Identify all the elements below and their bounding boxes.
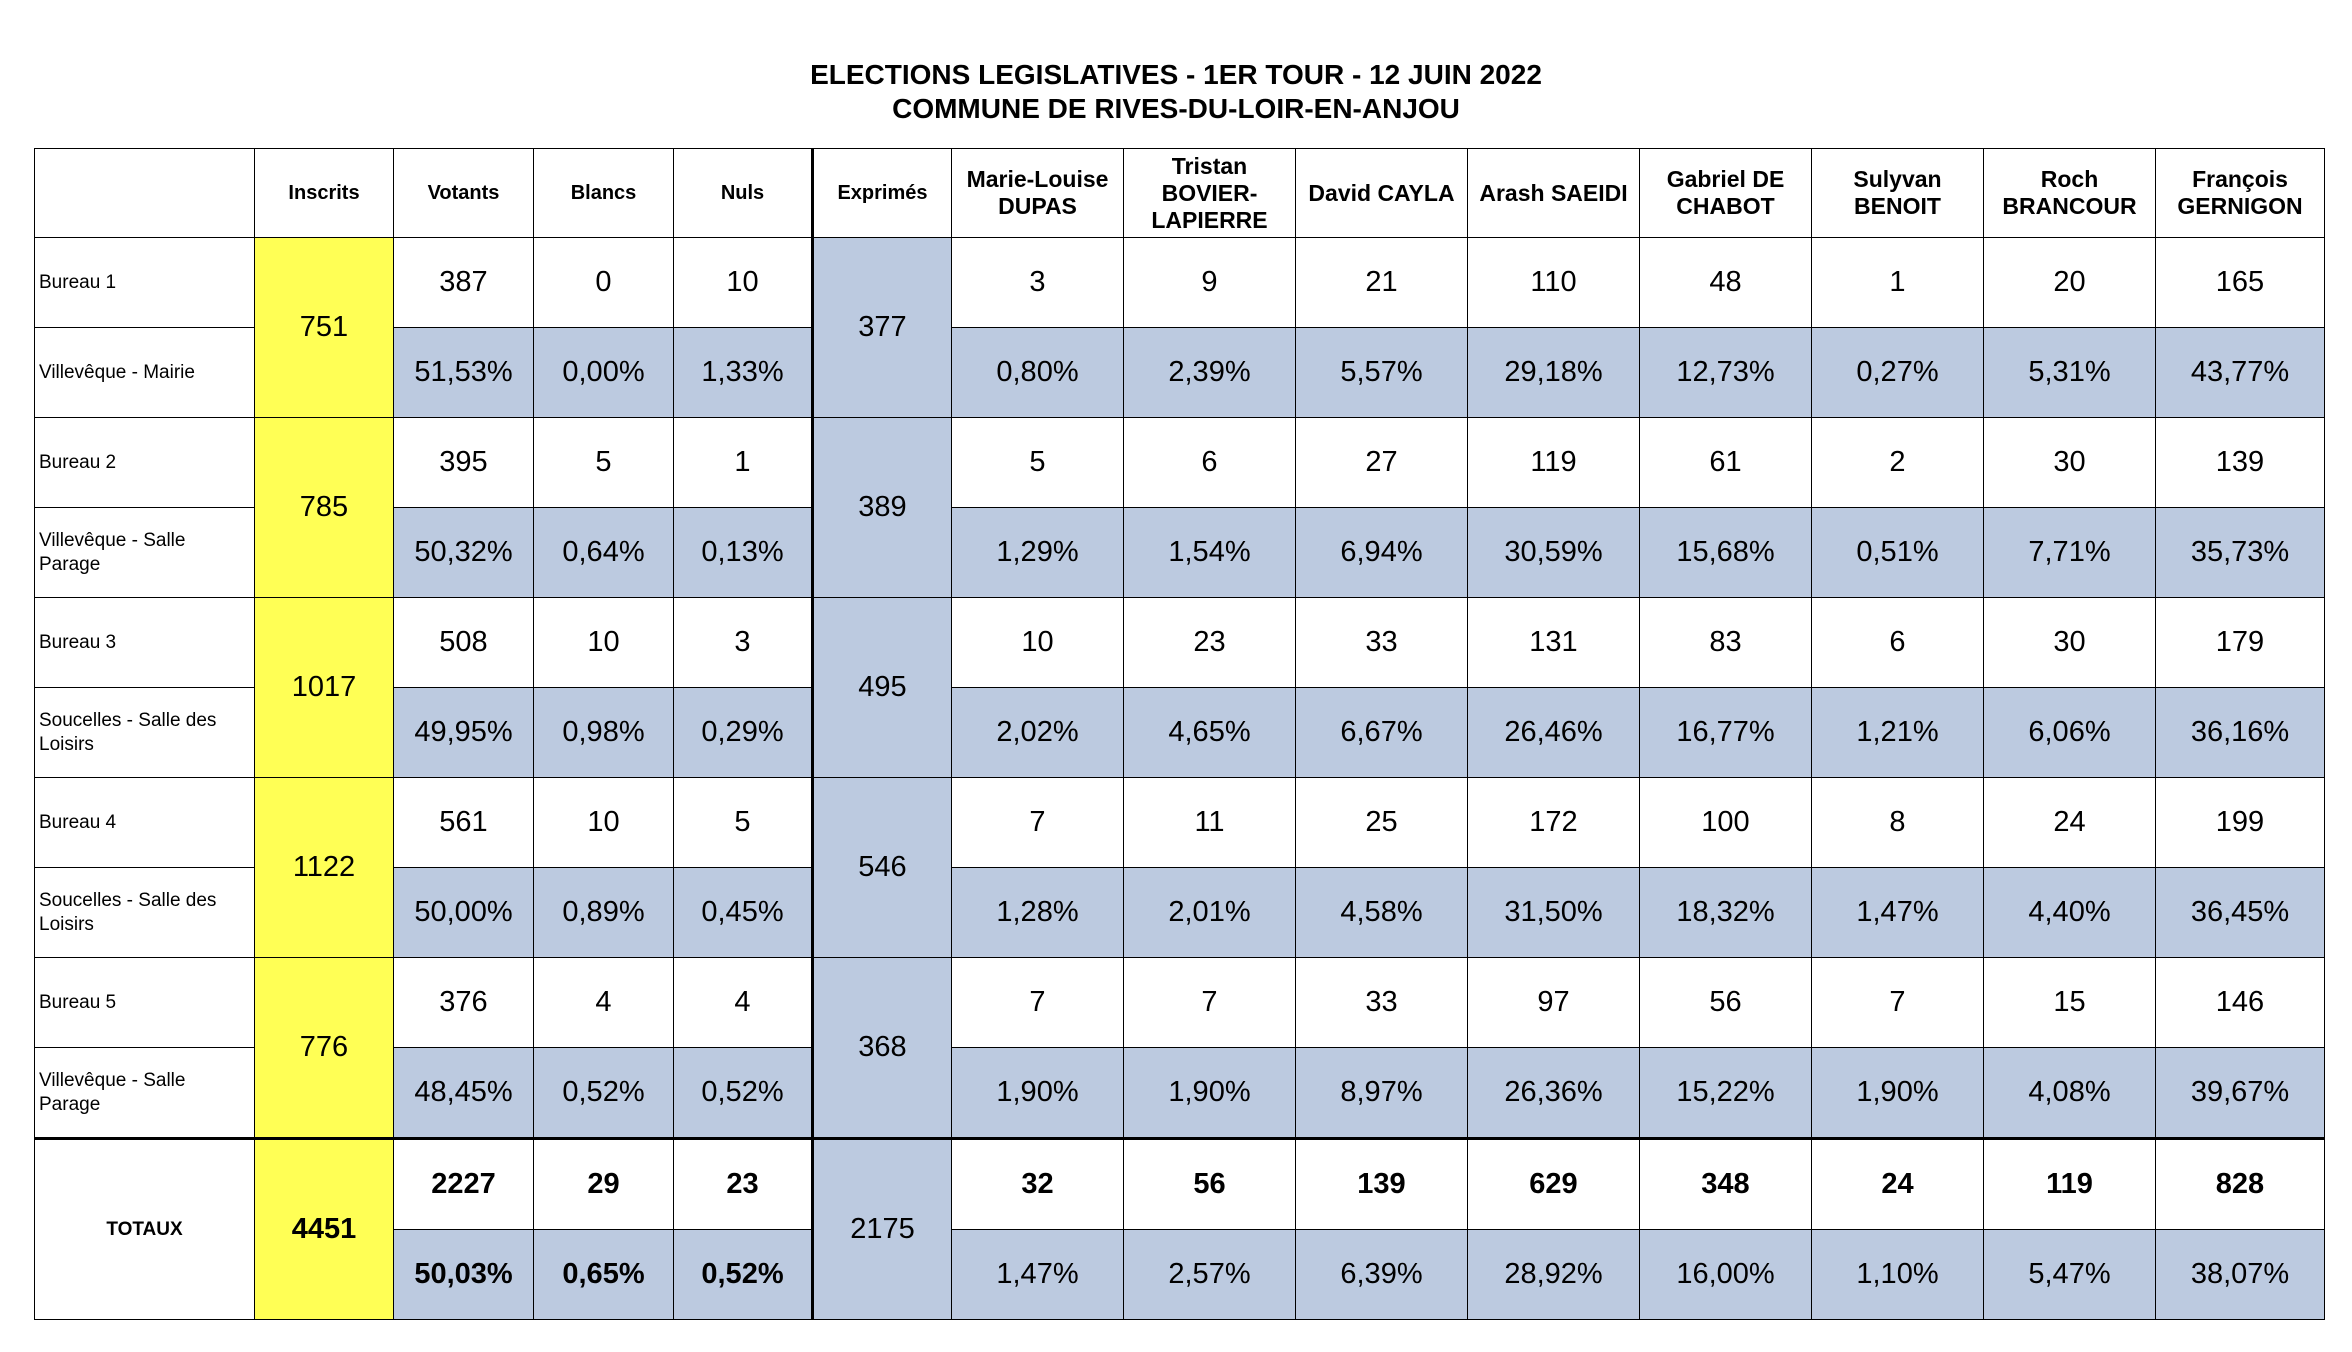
- candidate-name-line: BRANCOUR: [2002, 193, 2137, 219]
- candidate-count-cell: 24: [1984, 778, 2156, 868]
- candidate-percent-cell: 4,58%: [1296, 868, 1468, 958]
- candidate-percent-cell: 5,47%: [1984, 1230, 2156, 1320]
- header-inscrits: Inscrits: [255, 149, 394, 238]
- candidate-count-cell: 23: [1124, 598, 1296, 688]
- candidate-percent-cell: 31,50%: [1468, 868, 1640, 958]
- candidate-count-cell: 179: [2156, 598, 2325, 688]
- count-cell: 508: [394, 598, 534, 688]
- candidate-count-cell: 2: [1812, 418, 1984, 508]
- candidate-name-line: Arash SAEIDI: [1479, 179, 1628, 206]
- header-candidate: [1124, 149, 1296, 238]
- candidate-count-cell: 146: [2156, 958, 2325, 1048]
- candidate-name-line: DUPAS: [998, 193, 1077, 219]
- candidate-percent-cell: 4,08%: [1984, 1048, 2156, 1139]
- count-cell: 4: [534, 958, 674, 1048]
- header-candidate: [2156, 149, 2325, 238]
- candidate-name-line: LAPIERRE: [1151, 206, 1268, 233]
- bureau-location: [35, 868, 255, 958]
- candidate-name-line: CHABOT: [1676, 193, 1775, 219]
- header-candidate: [1640, 149, 1812, 238]
- candidate-count-cell: 131: [1468, 598, 1640, 688]
- candidate-name-line: BOVIER-: [1161, 179, 1258, 206]
- candidate-count-cell: 33: [1296, 598, 1468, 688]
- candidate-count-cell: 348: [1640, 1139, 1812, 1230]
- candidate-percent-cell: 2,01%: [1124, 868, 1296, 958]
- count-cell: 1: [674, 418, 813, 508]
- bureau-name: Bureau 1: [35, 238, 255, 328]
- location-line: Villevêque - Salle: [39, 529, 186, 551]
- candidate-count-cell: 172: [1468, 778, 1640, 868]
- candidate-count-cell: 20: [1984, 238, 2156, 328]
- percent-cell: 51,53%: [394, 328, 534, 418]
- count-cell: 561: [394, 778, 534, 868]
- candidate-name-line: Marie-Louise: [966, 166, 1109, 192]
- table-body: [35, 238, 2325, 1320]
- candidate-percent-cell: 18,32%: [1640, 868, 1812, 958]
- candidate-percent-cell: 1,47%: [952, 1230, 1124, 1320]
- candidate-percent-cell: 30,59%: [1468, 508, 1640, 598]
- candidate-percent-cell: 1,90%: [1124, 1048, 1296, 1139]
- candidate-name-line: Tristan: [1171, 152, 1248, 179]
- page-subtitle: COMMUNE DE RIVES-DU-LOIR-EN-ANJOU: [892, 93, 1460, 124]
- inscrits-cell: 776: [255, 958, 394, 1139]
- table-row: [35, 418, 2325, 508]
- header-nuls: Nuls: [674, 149, 813, 238]
- totals-label: TOTAUX: [35, 1139, 255, 1320]
- page-title: ELECTIONS LEGISLATIVES - 1ER TOUR - 12 JUIN 2022: [810, 59, 1542, 90]
- candidate-count-cell: 7: [1124, 958, 1296, 1048]
- candidate-percent-cell: 36,45%: [2156, 868, 2325, 958]
- candidate-count-cell: 33: [1296, 958, 1468, 1048]
- candidate-count-cell: 27: [1296, 418, 1468, 508]
- percent-cell: 0,89%: [534, 868, 674, 958]
- inscrits-cell: 1017: [255, 598, 394, 778]
- candidate-name-line: BENOIT: [1854, 193, 1941, 219]
- candidate-percent-cell: 26,46%: [1468, 688, 1640, 778]
- candidate-count-cell: 6: [1812, 598, 1984, 688]
- bureau-location: [35, 1048, 255, 1139]
- candidate-percent-cell: 7,71%: [1984, 508, 2156, 598]
- count-cell: 5: [674, 778, 813, 868]
- candidate-name-line: Sulyvan: [1853, 166, 1942, 192]
- exprimes-cell: 377: [813, 238, 952, 418]
- percent-cell: 50,32%: [394, 508, 534, 598]
- header-candidate: [952, 149, 1124, 238]
- candidate-count-cell: 7: [952, 778, 1124, 868]
- header-candidate: [1296, 149, 1468, 238]
- location-line: Villevêque - Mairie: [39, 361, 195, 383]
- table-row: [35, 238, 2325, 328]
- candidate-count-cell: 7: [952, 958, 1124, 1048]
- corner-cell: [35, 149, 255, 238]
- candidate-percent-cell: 38,07%: [2156, 1230, 2325, 1320]
- table-row: [35, 778, 2325, 868]
- candidate-count-cell: 3: [952, 238, 1124, 328]
- bureau-location: [35, 688, 255, 778]
- count-cell: 376: [394, 958, 534, 1048]
- candidate-percent-cell: 26,36%: [1468, 1048, 1640, 1139]
- candidate-count-cell: 828: [2156, 1139, 2325, 1230]
- count-cell: 29: [534, 1139, 674, 1230]
- count-cell: 23: [674, 1139, 813, 1230]
- candidate-count-cell: 32: [952, 1139, 1124, 1230]
- candidate-count-cell: 48: [1640, 238, 1812, 328]
- candidate-percent-cell: 1,10%: [1812, 1230, 1984, 1320]
- candidate-name-line: Roch: [2040, 166, 2099, 192]
- candidate-count-cell: 110: [1468, 238, 1640, 328]
- candidate-percent-cell: 1,90%: [1812, 1048, 1984, 1139]
- candidate-percent-cell: 15,22%: [1640, 1048, 1812, 1139]
- candidate-count-cell: 24: [1812, 1139, 1984, 1230]
- candidate-percent-cell: 5,31%: [1984, 328, 2156, 418]
- candidate-count-cell: 61: [1640, 418, 1812, 508]
- candidate-percent-cell: 35,73%: [2156, 508, 2325, 598]
- header-exprimes: Exprimés: [813, 149, 952, 238]
- candidate-percent-cell: 1,21%: [1812, 688, 1984, 778]
- candidate-percent-cell: 4,65%: [1124, 688, 1296, 778]
- count-cell: 3: [674, 598, 813, 688]
- candidate-count-cell: 139: [2156, 418, 2325, 508]
- inscrits-cell: 785: [255, 418, 394, 598]
- inscrits-cell: 1122: [255, 778, 394, 958]
- exprimes-cell: 2175: [813, 1139, 952, 1320]
- location-line: Villevêque - Salle: [39, 1069, 186, 1091]
- candidate-count-cell: 11: [1124, 778, 1296, 868]
- header-candidate: [1468, 149, 1640, 238]
- header-votants: Votants: [394, 149, 534, 238]
- bureau-name: Bureau 2: [35, 418, 255, 508]
- candidate-percent-cell: 43,77%: [2156, 328, 2325, 418]
- candidate-count-cell: 30: [1984, 418, 2156, 508]
- count-cell: 10: [534, 778, 674, 868]
- percent-cell: 0,65%: [534, 1230, 674, 1320]
- count-cell: 10: [534, 598, 674, 688]
- candidate-count-cell: 83: [1640, 598, 1812, 688]
- percent-cell: 1,33%: [674, 328, 813, 418]
- bureau-location: [35, 328, 255, 418]
- location-line: Parage: [39, 553, 101, 575]
- candidate-count-cell: 7: [1812, 958, 1984, 1048]
- candidate-percent-cell: 16,00%: [1640, 1230, 1812, 1320]
- candidate-count-cell: 10: [952, 598, 1124, 688]
- candidate-count-cell: 56: [1640, 958, 1812, 1048]
- percent-cell: 0,52%: [674, 1048, 813, 1139]
- candidate-percent-cell: 4,40%: [1984, 868, 2156, 958]
- candidate-percent-cell: 0,51%: [1812, 508, 1984, 598]
- count-cell: 10: [674, 238, 813, 328]
- count-cell: 4: [674, 958, 813, 1048]
- percent-cell: 49,95%: [394, 688, 534, 778]
- candidate-count-cell: 165: [2156, 238, 2325, 328]
- candidate-percent-cell: 6,67%: [1296, 688, 1468, 778]
- candidate-count-cell: 199: [2156, 778, 2325, 868]
- candidate-count-cell: 30: [1984, 598, 2156, 688]
- exprimes-cell: 368: [813, 958, 952, 1139]
- table-row: [35, 1139, 2325, 1230]
- candidate-percent-cell: 29,18%: [1468, 328, 1640, 418]
- candidate-count-cell: 97: [1468, 958, 1640, 1048]
- count-cell: 0: [534, 238, 674, 328]
- inscrits-cell: 4451: [255, 1139, 394, 1320]
- bureau-location: [35, 508, 255, 598]
- candidate-count-cell: 56: [1124, 1139, 1296, 1230]
- exprimes-cell: 389: [813, 418, 952, 598]
- header-row: [35, 149, 2325, 238]
- candidate-percent-cell: 2,02%: [952, 688, 1124, 778]
- candidate-percent-cell: 36,16%: [2156, 688, 2325, 778]
- candidate-count-cell: 100: [1640, 778, 1812, 868]
- candidate-percent-cell: 15,68%: [1640, 508, 1812, 598]
- candidate-count-cell: 119: [1468, 418, 1640, 508]
- percent-cell: 0,13%: [674, 508, 813, 598]
- location-line: Parage: [39, 1093, 101, 1115]
- percent-cell: 0,45%: [674, 868, 813, 958]
- percent-cell: 0,98%: [534, 688, 674, 778]
- candidate-percent-cell: 1,29%: [952, 508, 1124, 598]
- candidate-percent-cell: 6,06%: [1984, 688, 2156, 778]
- header-candidate: [1812, 149, 1984, 238]
- candidate-count-cell: 629: [1468, 1139, 1640, 1230]
- candidate-percent-cell: 6,94%: [1296, 508, 1468, 598]
- bureau-name: Bureau 5: [35, 958, 255, 1048]
- candidate-percent-cell: 28,92%: [1468, 1230, 1640, 1320]
- candidate-count-cell: 1: [1812, 238, 1984, 328]
- results-table: [34, 148, 2325, 1320]
- exprimes-cell: 546: [813, 778, 952, 958]
- candidate-percent-cell: 2,57%: [1124, 1230, 1296, 1320]
- location-line: Loisirs: [39, 733, 94, 755]
- candidate-percent-cell: 1,47%: [1812, 868, 1984, 958]
- table-row: [35, 598, 2325, 688]
- percent-cell: 0,00%: [534, 328, 674, 418]
- candidate-percent-cell: 1,54%: [1124, 508, 1296, 598]
- candidate-percent-cell: 2,39%: [1124, 328, 1296, 418]
- candidate-count-cell: 8: [1812, 778, 1984, 868]
- candidate-percent-cell: 6,39%: [1296, 1230, 1468, 1320]
- candidate-count-cell: 5: [952, 418, 1124, 508]
- candidate-percent-cell: 1,90%: [952, 1048, 1124, 1139]
- percent-cell: 0,52%: [674, 1230, 813, 1320]
- candidate-count-cell: 21: [1296, 238, 1468, 328]
- bureau-name: Bureau 3: [35, 598, 255, 688]
- candidate-count-cell: 9: [1124, 238, 1296, 328]
- location-line: Loisirs: [39, 913, 94, 935]
- location-line: Soucelles - Salle des: [39, 709, 217, 731]
- candidate-percent-cell: 16,77%: [1640, 688, 1812, 778]
- header-candidate: [1984, 149, 2156, 238]
- candidate-percent-cell: 1,28%: [952, 868, 1124, 958]
- candidate-name-line: GERNIGON: [2177, 193, 2303, 219]
- bureau-name: Bureau 4: [35, 778, 255, 868]
- percent-cell: 50,00%: [394, 868, 534, 958]
- candidate-count-cell: 119: [1984, 1139, 2156, 1230]
- candidate-percent-cell: 12,73%: [1640, 328, 1812, 418]
- inscrits-cell: 751: [255, 238, 394, 418]
- candidate-percent-cell: 0,80%: [952, 328, 1124, 418]
- percent-cell: 0,52%: [534, 1048, 674, 1139]
- table-row: [35, 958, 2325, 1048]
- percent-cell: 0,64%: [534, 508, 674, 598]
- candidate-percent-cell: 39,67%: [2156, 1048, 2325, 1139]
- header-blancs: Blancs: [534, 149, 674, 238]
- percent-cell: 48,45%: [394, 1048, 534, 1139]
- count-cell: 395: [394, 418, 534, 508]
- count-cell: 387: [394, 238, 534, 328]
- candidate-percent-cell: 5,57%: [1296, 328, 1468, 418]
- percent-cell: 50,03%: [394, 1230, 534, 1320]
- candidate-count-cell: 15: [1984, 958, 2156, 1048]
- exprimes-cell: 495: [813, 598, 952, 778]
- candidate-name-line: François: [2192, 166, 2288, 192]
- candidate-count-cell: 25: [1296, 778, 1468, 868]
- count-cell: 5: [534, 418, 674, 508]
- candidate-percent-cell: 8,97%: [1296, 1048, 1468, 1139]
- candidate-name-line: Gabriel DE: [1666, 166, 1785, 192]
- percent-cell: 0,29%: [674, 688, 813, 778]
- location-line: Soucelles - Salle des: [39, 889, 217, 911]
- candidate-percent-cell: 0,27%: [1812, 328, 1984, 418]
- count-cell: 2227: [394, 1139, 534, 1230]
- document-header: [0, 58, 2352, 126]
- candidate-count-cell: 139: [1296, 1139, 1468, 1230]
- candidate-count-cell: 6: [1124, 418, 1296, 508]
- candidate-name-line: David CAYLA: [1308, 179, 1455, 206]
